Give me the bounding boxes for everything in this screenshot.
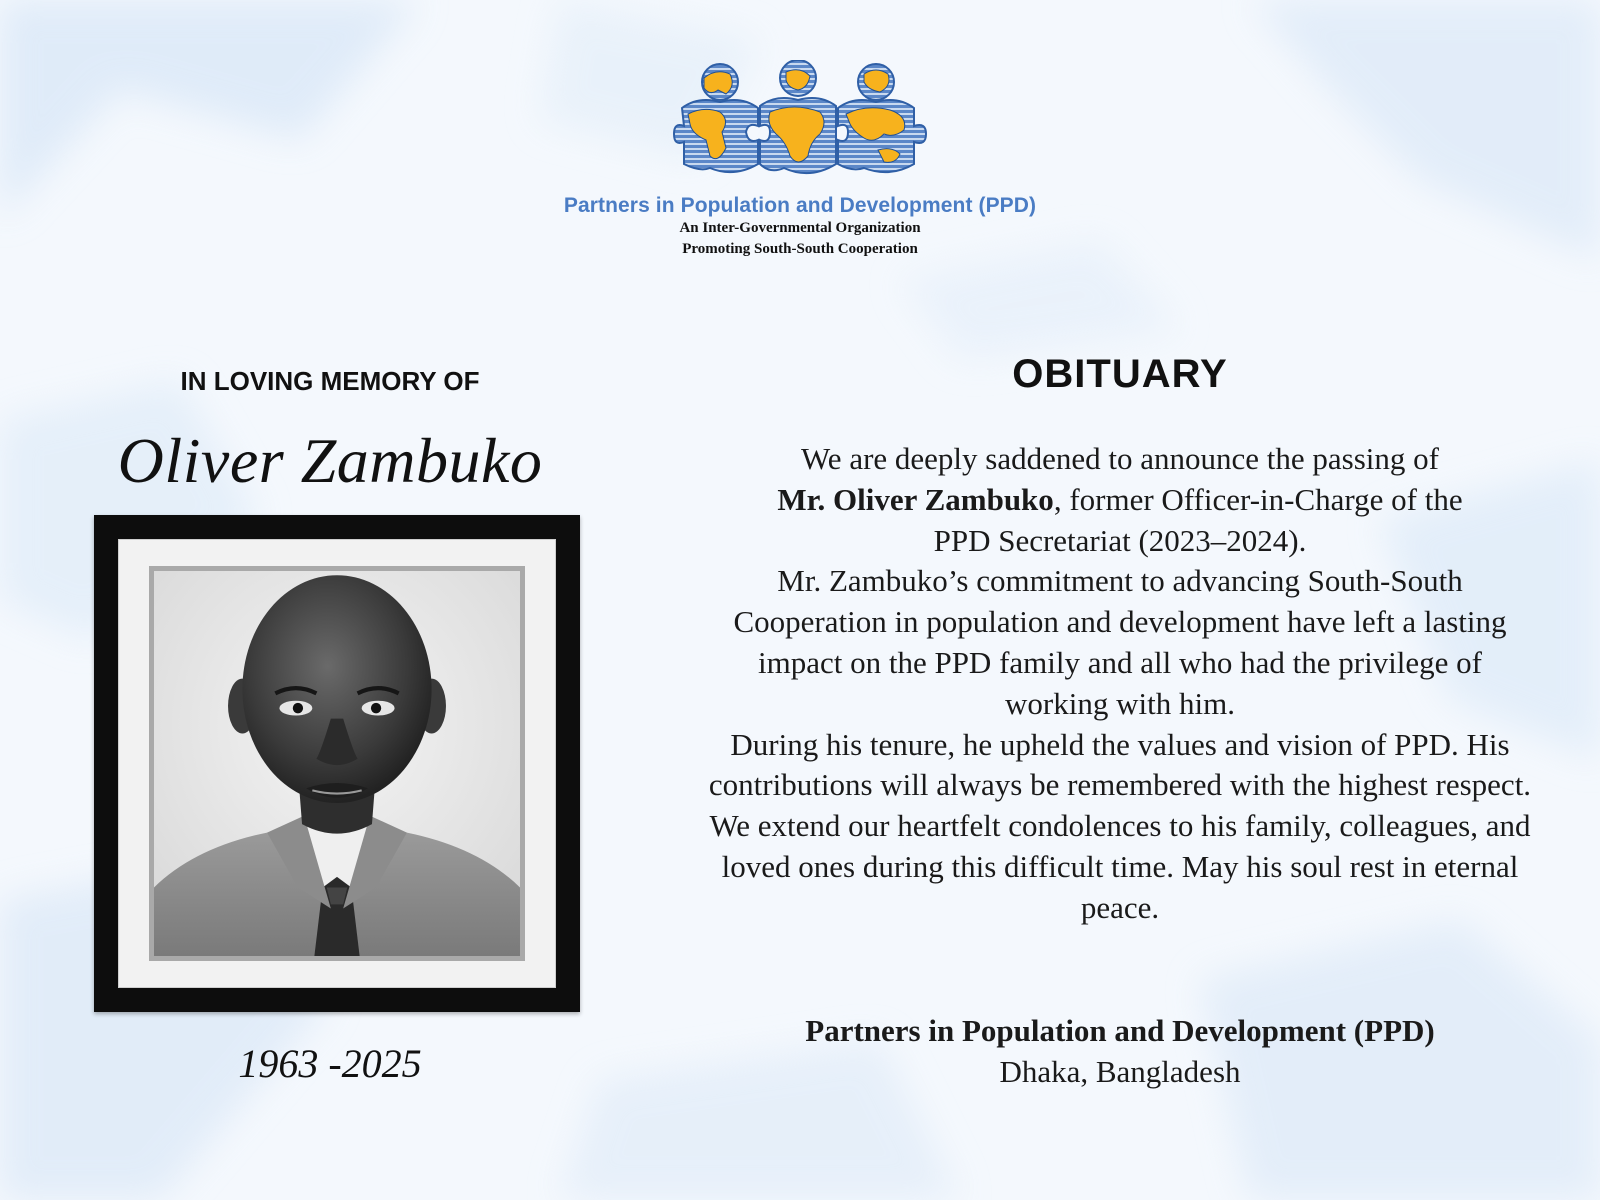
obituary-line-3: PPD Secretariat (2023–2024). <box>933 522 1307 558</box>
signature-org: Partners in Population and Development (PPD) <box>805 1013 1435 1048</box>
signature-block <box>680 1011 1560 1093</box>
org-name: Partners in Population and Development (PPD) <box>563 194 1037 217</box>
portrait-person-icon <box>154 571 520 956</box>
memory-label: IN LOVING MEMORY OF <box>180 366 480 396</box>
obituary-line-2 <box>680 480 1560 521</box>
obituary-line-1: We are deeply saddened to announce the passing of <box>801 441 1439 476</box>
signature-location: Dhaka, Bangladesh <box>999 1053 1241 1089</box>
obituary-paragraph-4: We extend our heartfelt condolences to his family, colleagues, and loved ones during this difficult time. May his soul rest in eternal peace. <box>709 808 1531 925</box>
org-tagline-2: Promoting South-South Cooperation <box>682 241 918 257</box>
deceased-name: Oliver Zambuko <box>117 425 543 496</box>
obituary-paragraph-3: During his tenure, he upheld the values and vision of PPD. His contributions will always be remembered with the highest respect. <box>708 726 1532 803</box>
portrait-photo <box>149 566 525 961</box>
portrait-mat <box>118 539 556 988</box>
portrait-frame <box>94 515 580 1012</box>
obituary-paragraph-2: Mr. Zambuko’s commitment to advancing South-South Cooperation in population and development have left a lasting impact on the PPD family and all who had the privilege of working with him. <box>733 563 1507 721</box>
ppd-logo-icon <box>670 60 930 188</box>
obituary-body <box>680 439 1560 929</box>
obituary-name-bold: Mr. Oliver Zambuko <box>777 481 1054 517</box>
obituary-line-2-rest: , former Officer-in-Charge of the <box>1053 481 1463 517</box>
org-tagline-1: An Inter-Governmental Organization <box>679 220 921 236</box>
life-years: 1963 -2025 <box>238 1041 422 1086</box>
obituary-title: OBITUARY <box>1012 352 1228 396</box>
header <box>0 60 1600 260</box>
